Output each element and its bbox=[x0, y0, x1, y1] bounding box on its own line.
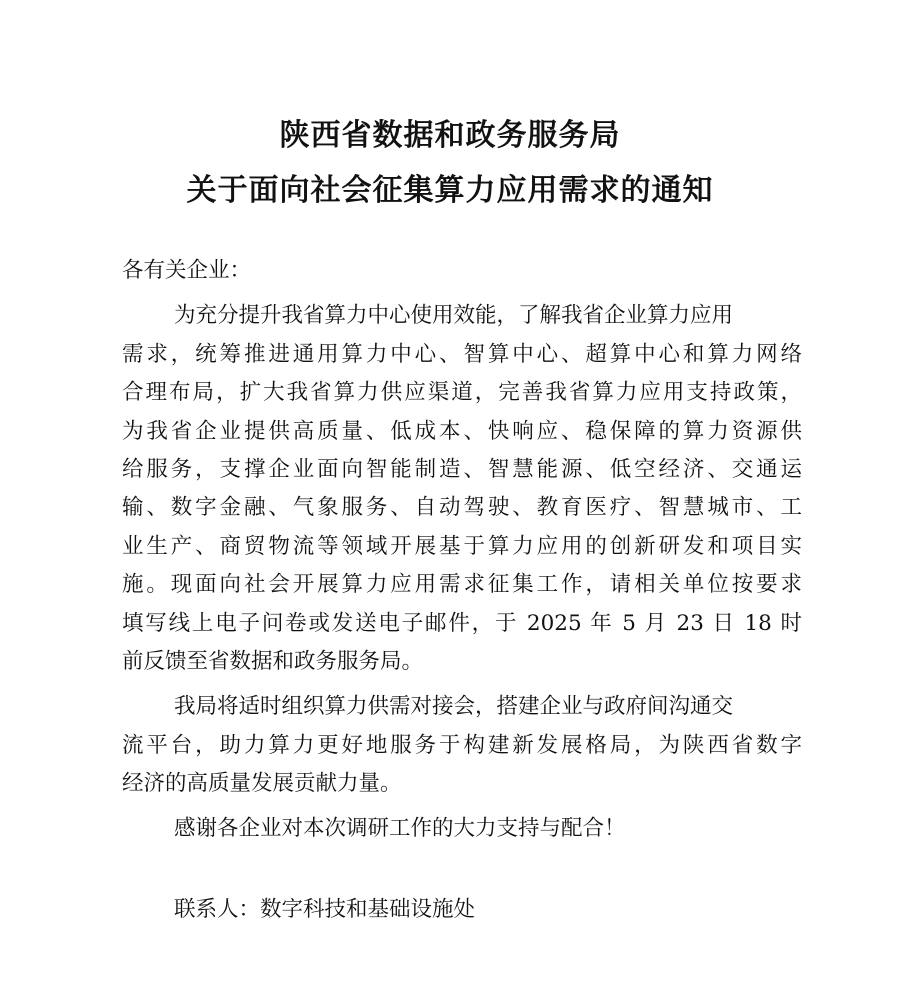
document-body bbox=[122, 252, 802, 929]
thanks-paragraph: 感谢各企业对本次调研工作的大力支持与配合！ bbox=[174, 816, 626, 842]
contact-line: 联系人：数字科技和基础设施处 bbox=[174, 896, 476, 922]
paragraph-line: 流平台，助力算力更好地服务于构建新发展格局，为陕西省数字 bbox=[122, 732, 802, 758]
paragraph-line: 给服务，支撑企业面向智能制造、智慧能源、低空经济、交通运 bbox=[122, 456, 802, 482]
paragraph-line: 业生产、商贸物流等领域开展基于算力应用的创新研发和项目实 bbox=[122, 533, 802, 559]
title-line-1: 陕西省数据和政务服务局 bbox=[279, 118, 621, 153]
paragraph-line: 我局将适时组织算力供需对接会，搭建企业与政府间沟通交 bbox=[174, 694, 734, 720]
salutation: 各有关企业： bbox=[122, 258, 252, 283]
paragraph-2 bbox=[122, 688, 802, 803]
paragraph-line: 填写线上电子问卷或发送电子邮件，于 2025 年 5 月 23 日 18 时 bbox=[122, 610, 802, 636]
paragraph-line: 为充分提升我省算力中心使用效能，了解我省企业算力应用 bbox=[174, 303, 734, 329]
paragraph-1 bbox=[122, 297, 802, 681]
document-title bbox=[0, 108, 900, 218]
paragraph-line: 施。现面向社会开展算力应用需求征集工作，请相关单位按要求 bbox=[122, 572, 802, 598]
paragraph-line: 为我省企业提供高质量、低成本、快响应、稳保障的算力资源供 bbox=[122, 418, 802, 444]
paragraph-line: 需求，统筹推进通用算力中心、智算中心、超算中心和算力网络 bbox=[122, 341, 802, 367]
paragraph-line: 经济的高质量发展贡献力量。 bbox=[122, 771, 402, 797]
paragraph-line: 合理布局，扩大我省算力供应渠道，完善我省算力应用支持政策， bbox=[122, 380, 802, 406]
paragraph-line: 前反馈至省数据和政务服务局。 bbox=[122, 648, 424, 674]
title-line-2: 关于面向社会征集算力应用需求的通知 bbox=[186, 173, 714, 208]
spacer bbox=[122, 803, 802, 810]
spacer bbox=[122, 681, 802, 688]
paragraph-line: 输、数字金融、气象服务、自动驾驶、教育医疗、智慧城市、工 bbox=[122, 495, 802, 521]
spacer bbox=[122, 849, 802, 891]
spacer bbox=[122, 290, 802, 297]
